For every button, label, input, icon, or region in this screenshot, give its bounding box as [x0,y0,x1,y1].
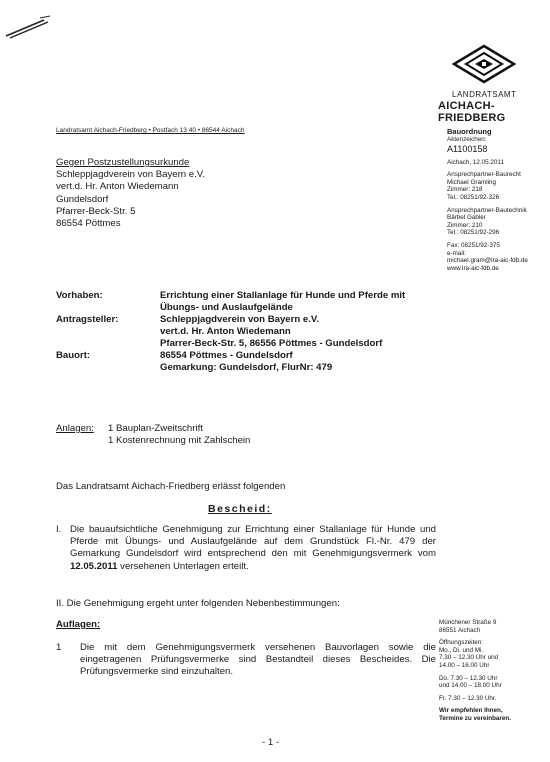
contact-baurecht-phone: Tel.: 08251/92-326 [447,193,500,201]
section-1-text-b: versehenen Unterlagen erteilt. [117,560,249,572]
approval-date: 12.05.2011 [70,560,118,572]
website: www.lra-aic-fdb.de [447,264,499,272]
address-line: Pfarrer-Beck-Str. 5 [56,205,136,217]
hours-line: Mo., Di. und Mi. [439,646,484,654]
address-line: Schleppjagdverein von Bayern e.V. [56,169,205,181]
vorhaben-value-2: Übungs- und Auslaufgelände [160,302,293,313]
delivery-note: Gegen Postzustellungsurkunde [56,157,190,168]
brand-line-2: AICHACH-FRIEDBERG [438,100,506,124]
brand-line-1: LANDRATSAMT [452,90,517,99]
section-1-text [70,524,436,573]
hours-line: 14.00 – 16.00 Uhr [439,661,490,669]
hours-line: Fr. 7.30 – 12.30 Uhr. [439,694,497,702]
office-hours-sidebar [439,619,547,723]
intro-text: Das Landratsamt Aichach-Friedberg erlässt folgenden [56,481,286,492]
office-address-city: 86551 Aichach [439,626,481,634]
department-title: Bauordnung [447,127,492,136]
hours-line: Do. 7.30 – 12.30 Uhr [439,674,498,682]
auflagen-heading: Auflagen: [56,619,101,630]
landratsamt-logo-icon [452,44,516,88]
place-date: Aichach, 12.05.2011 [447,158,504,166]
antragsteller-value-1: Schleppjagdverein von Bayern e.V. [160,314,320,325]
attachment-item: 1 Kostenrechnung mit Zahlschein [108,435,251,446]
reference-label: Aktenzeichen: [447,136,487,143]
hours-title: Öffnungszeiten: [439,639,483,647]
antragsteller-value-2: vert.d. Hr. Anton Wiedemann [160,326,291,337]
bauort-label: Bauort: [56,350,91,361]
attachments-label: Anlagen: [56,423,94,434]
contact-bautechnik-name: Bärbel Gabler [447,214,486,222]
email-address: michael.gram@lra-aic-fdb.de [447,257,528,265]
antragsteller-value-3: Pfarrer-Beck-Str. 5, 86556 Pöttmes - Gundelsdorf [160,338,383,349]
address-line: vert.d. Hr. Anton Wiedemann [56,181,179,193]
attachment-item: 1 Bauplan-Zweitschrift [108,423,203,434]
antragsteller-label: Antragsteller: [56,314,119,325]
auflage-number: 1 [56,642,62,653]
vorhaben-label: Vorhaben: [56,290,103,301]
contact-bautechnik-phone: Tel.: 08251/92-296 [447,229,500,237]
page-number: - 1 - [262,737,280,748]
appointment-note: Termine zu vereinbaren. [439,714,511,722]
contact-sidebar [447,127,547,272]
contact-baurecht-room: Zimmer: 218 [447,186,483,194]
hours-line: 7.30 – 12.30 Uhr und [439,654,499,662]
section-1-number: I. [56,524,62,535]
address-line: 86554 Pöttmes [56,218,121,230]
sender-line: Landratsamt Aichach-Friedberg • Postfach 13 40 • 86544 Aichach [56,127,245,134]
vorhaben-value-1: Errichtung einer Stallanlage für Hunde und Pferde mit [160,290,406,301]
hours-line: und 14.00 – 18.00 Uhr [439,682,502,690]
email-label: e-mail: [447,249,466,257]
section-1-text-a: Die bauaufsichtliche Genehmigung zur Errichtung einer Stallanlage für Hunde und Pferde mit Übungs- und Auslaufgelände auf dem Grundstück Fl.-Nr. 479 der Gemarkung Gundelsdorf wird entsprechend den mit Genehmigungsvermerk vom [70,524,436,560]
address-line: Gundelsdorf [56,193,109,205]
office-address-street: Münchener Straße 9 [439,619,497,626]
appointment-note: Wir empfehlen Ihnen, [439,707,503,715]
fax: Fax: 08251/92-375 [447,241,500,249]
bauort-value-1: 86554 Pöttmes - Gundelsdorf [160,350,293,361]
handwritten-mark [4,12,54,42]
bauort-value-2: Gemarkung: Gundelsdorf, FlurNr: 479 [160,362,333,373]
recipient-address [56,157,205,230]
contact-bautechnik-role: Ansprechpartner-Bautechnik [447,206,527,214]
auflage-text: Die mit dem Genehmigungsvermerk versehenen Bauvorlagen sowie die eingetragenen Prüfungsvermerke sind Bestandteil dieses Bescheides. Die Prüfungsvermerke sind einzuhalten. [80,642,436,678]
contact-baurecht-name: Michael Gramling [447,178,496,186]
bescheid-heading: Bescheid: [208,503,272,515]
contact-bautechnik-room: Zimmer: 210 [447,221,483,229]
section-2: II. Die Genehmigung ergeht unter folgenden Nebenbestimmungen: [56,598,340,609]
contact-baurecht-role: Ansprechpartner-Baurecht [447,171,521,179]
reference-value: A1100158 [447,143,488,154]
